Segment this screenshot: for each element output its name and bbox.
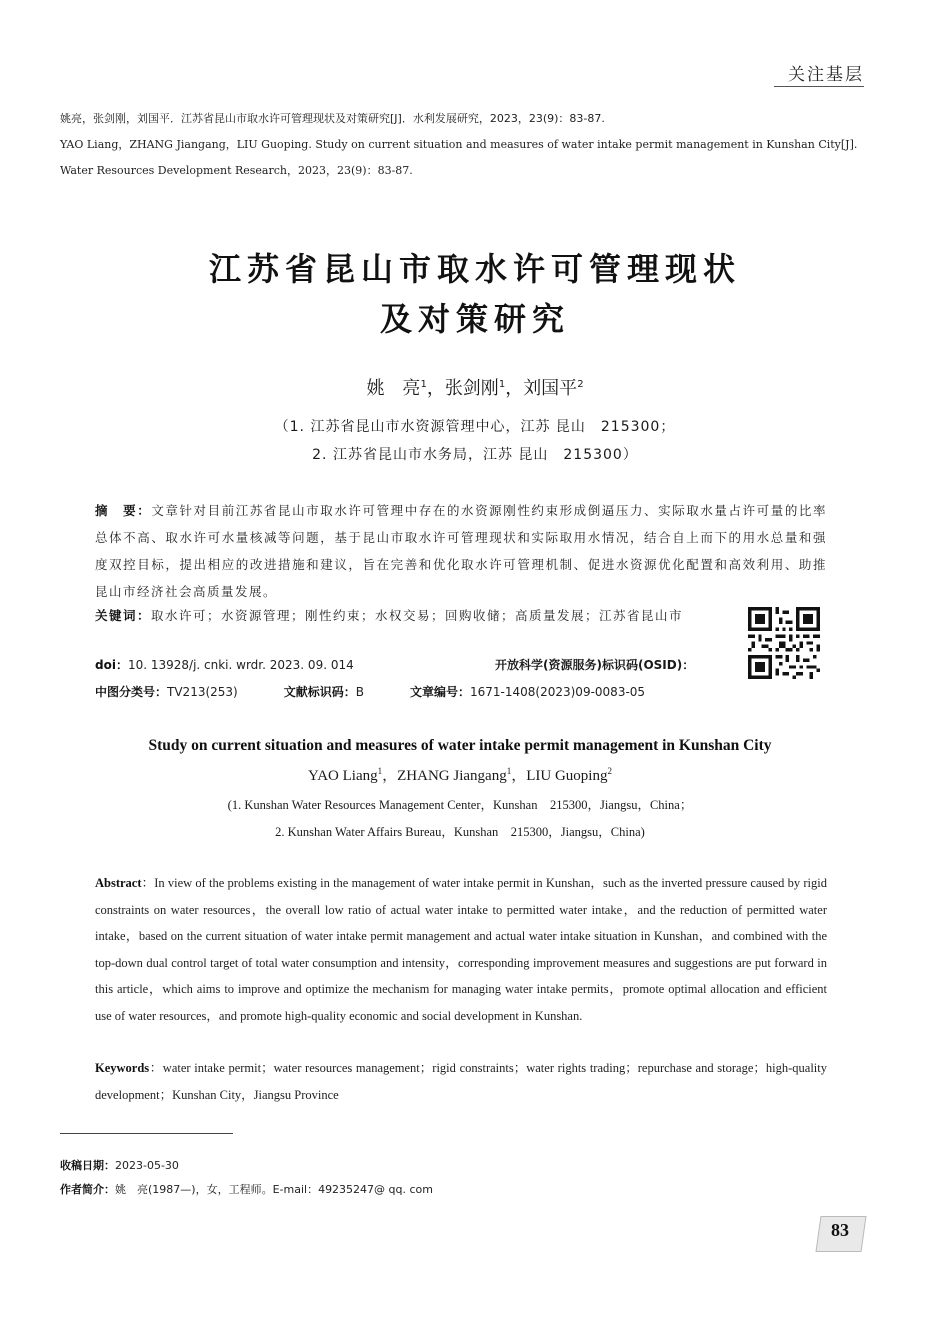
author-separator: ， xyxy=(426,378,445,399)
qr-code-icon[interactable] xyxy=(748,607,820,679)
received-label: 收稿日期： xyxy=(60,1159,115,1172)
author-bio-value: 姚 亮(1987—)，女，工程师。E-mail：49235247@ qq. com xyxy=(115,1183,434,1196)
title-english: Study on current situation and measures of water intake permit management in Kunshan City xyxy=(148,737,772,754)
footnote-divider xyxy=(60,1133,233,1134)
affiliation-english-2: 2. Kunshan Water Affairs Bureau，Kunshan 215300，Jiangsu，China) xyxy=(275,825,645,839)
doi-value[interactable]: 10. 13928/j. cnki. wrdr. 2023. 09. 014 xyxy=(127,658,354,672)
author-affiliation-mark: 1 xyxy=(377,766,383,776)
footnote-author-bio xyxy=(60,1181,433,1197)
abstract-chinese-label: 摘 要： xyxy=(95,503,152,518)
author-bio-label: 作者简介： xyxy=(60,1183,115,1196)
doc-code-label: 文献标识码： xyxy=(283,685,356,699)
osid-label: 开放科学(资源服务)标识码(OSID)： xyxy=(495,658,695,672)
doi-label: doi： xyxy=(95,658,128,672)
doc-code-value: B xyxy=(355,685,364,699)
classification-row xyxy=(95,683,645,700)
authors-chinese xyxy=(0,374,950,400)
received-value: 2023-05-30 xyxy=(115,1159,179,1172)
article-number-label: 文章编号： xyxy=(409,685,470,699)
section-tag-underline xyxy=(774,86,864,87)
section-tag: 关注基层 xyxy=(788,65,864,85)
doi-line xyxy=(95,656,354,673)
authors-english xyxy=(0,764,920,785)
author-name: 刘国平 xyxy=(523,378,578,399)
author-affiliation-mark: 2 xyxy=(607,766,612,776)
footnote-received xyxy=(60,1157,179,1173)
page-number: 83 xyxy=(831,1220,849,1240)
clc-label: 中图分类号： xyxy=(95,685,168,699)
citation-english: YAO Liang，ZHANG Jiangang，LIU Guoping. Study on current situation and measures of water intake permit management in Kunshan City[J]. Water Resources Development Research，2023，23(9)：83-87. xyxy=(60,138,858,177)
keywords-english xyxy=(95,1055,827,1108)
author-affiliation-mark: 2 xyxy=(577,379,584,390)
affiliation-chinese-1: （1. 江苏省昆山市水资源管理中心，江苏 昆山 215300； xyxy=(274,419,676,435)
clc-value: TV213(253) xyxy=(167,685,238,699)
abstract-chinese-text: 文章针对目前江苏省昆山市取水许可管理中存在的水资源刚性约束形成倒逼压力、实际取水量占许可量的比率总体不高、取水许可水量核减等问题，基于昆山市取水许可管理现状和实际取用水情况，结合自上而下的用水总量和强度双控目标，提出相应的改进措施和建议，旨在完善和优化取水许可管理机制、促进水资源优化配置和高效利用、助推昆山市经济社会高质量发展。 xyxy=(95,503,827,599)
abstract-english xyxy=(95,870,827,1029)
author-name: 张剑刚 xyxy=(444,378,499,399)
keywords-english-label: Keywords xyxy=(95,1061,150,1075)
abstract-english-label: Abstract xyxy=(95,876,142,890)
keywords-chinese-label: 关键词： xyxy=(95,608,152,623)
author-name: 姚 亮 xyxy=(366,378,421,399)
abstract-english-colon: ： xyxy=(141,876,155,890)
author-separator: ， xyxy=(505,378,524,399)
affiliation-chinese-2: 2. 江苏省昆山市水务局，江苏 昆山 215300） xyxy=(312,447,638,463)
author-name: ZHANG Jiangang xyxy=(397,768,507,784)
keywords-english-text: water intake permit；water resources management；rigid constraints；water rights trading；repurchase and storage；high-quality development；Kunshan City，Jiangsu Province xyxy=(95,1061,827,1102)
keywords-chinese xyxy=(95,603,735,628)
affiliation-english-1: (1. Kunshan Water Resources Management Center，Kunshan 215300，Jiangsu，China； xyxy=(227,798,693,812)
abstract-chinese xyxy=(95,497,827,605)
article-number-value: 1671-1408(2023)09-0083-05 xyxy=(470,685,646,699)
keywords-chinese-text: 取水许可；水资源管理；刚性约束；水权交易；回购收储；高质量发展；江苏省昆山市 xyxy=(151,608,684,623)
abstract-english-text: In view of the problems existing in the management of water intake permit in Kunshan，such as the inverted pressure caused by rigid constraints on water resources，the overall low ratio of actual water intake to permitted water intake，and the reduction of permitted water intake，based on the current situation of water intake permit management and actual water intake situation in Kunshan，and combined with the top-down dual control target of total water consumption and intensity，corresponding improvement measures and suggestions are put forward in this article，which aims to improve and optimize the mechanism for managing water intake permits，promote optimal allocation and efficient use of water resources，and promote high-quality economic and social development in Kunshan. xyxy=(95,876,827,1023)
author-name: LIU Guoping xyxy=(526,768,608,784)
title-chinese-line1: 江苏省昆山市取水许可管理现状 xyxy=(208,250,741,288)
author-affiliation-mark: 1 xyxy=(506,766,512,776)
author-name: YAO Liang xyxy=(308,768,378,784)
author-affiliation-mark: 1 xyxy=(420,379,427,390)
keywords-english-colon: ： xyxy=(149,1061,163,1075)
citation-chinese: 姚亮，张剑刚，刘国平．江苏省昆山市取水许可管理现状及对策研究[J]．水利发展研究，2023，23(9)：83-87. xyxy=(60,112,605,125)
author-affiliation-mark: 1 xyxy=(498,379,506,390)
author-separator: ， xyxy=(511,768,527,784)
title-chinese-line2: 及对策研究 xyxy=(379,300,570,338)
author-separator: ， xyxy=(382,768,398,784)
